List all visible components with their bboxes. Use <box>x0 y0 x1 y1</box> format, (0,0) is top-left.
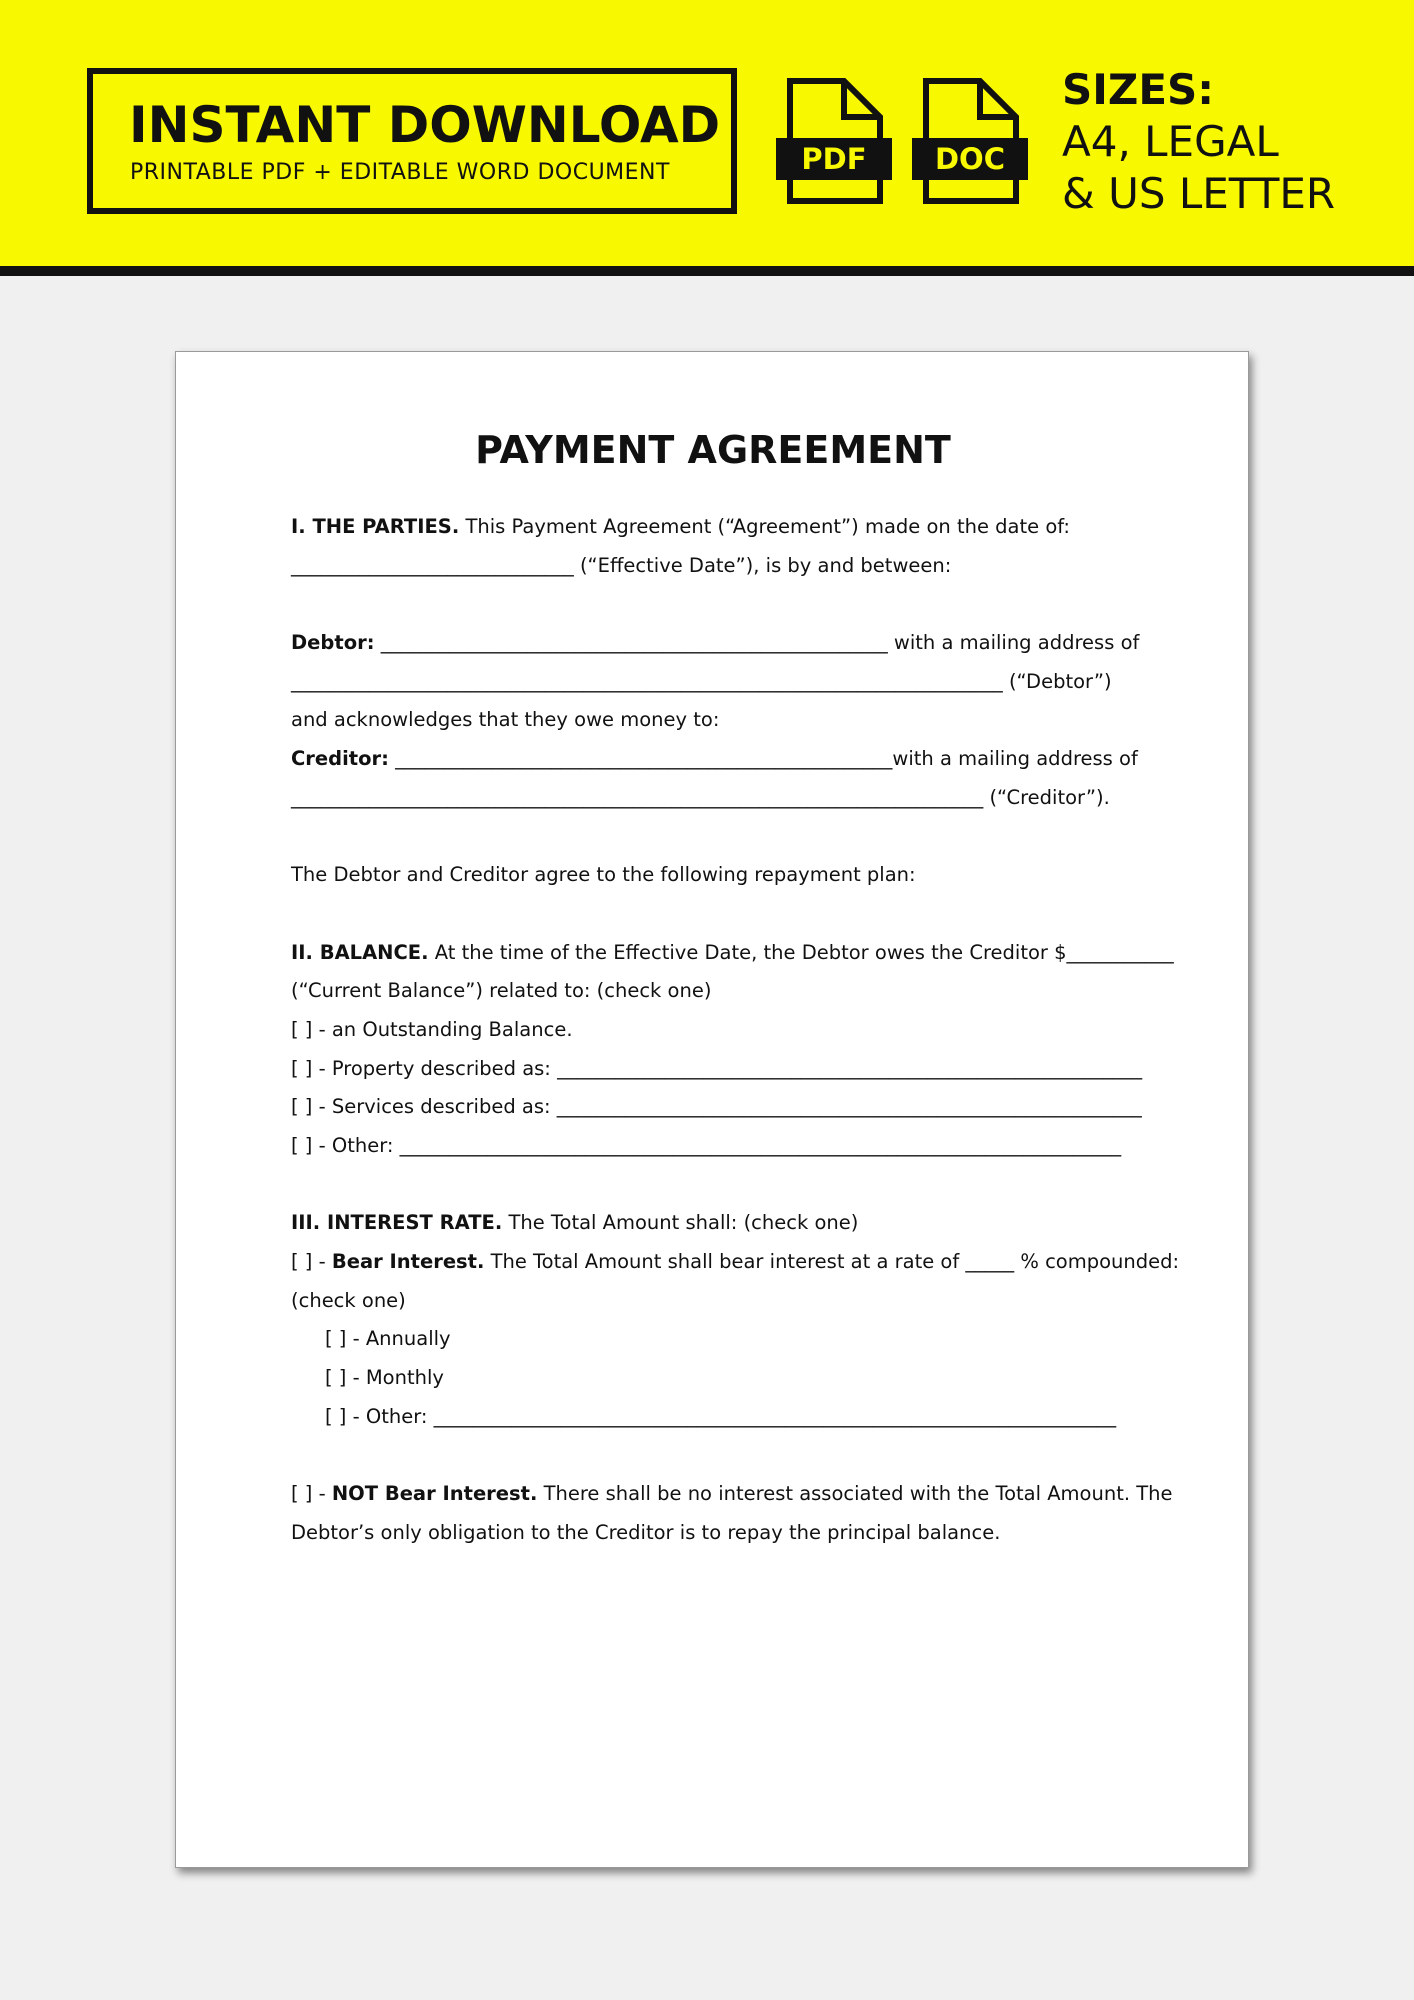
not-bear-interest-label: NOT Bear Interest. <box>331 1482 538 1506</box>
document-page <box>175 351 1249 1868</box>
balance-text: At the time of the Effective Date, the Debtor owes the Creditor $___________ <box>428 940 1174 964</box>
parties-text: This Payment Agreement (“Agreement”) made on the date of: <box>459 515 1071 538</box>
doc-file-icon <box>910 76 1030 206</box>
interest-line-1 <box>291 1204 1139 1243</box>
not-bear-checkbox: [ ] - <box>291 1482 332 1506</box>
creditor-line-1 <box>291 740 1139 779</box>
promo-title: INSTANT DOWNLOAD <box>129 96 721 154</box>
repayment-plan-line: The Debtor and Creditor agree to the following repayment plan: <box>291 863 916 887</box>
bear-checkbox: [ ] - <box>291 1250 332 1274</box>
promo-subtitle: PRINTABLE PDF + EDITABLE WORD DOCUMENT <box>130 160 670 185</box>
balance-heading: II. BALANCE. <box>291 940 429 964</box>
sizes-info <box>1062 64 1402 220</box>
balance-line-2: (“Current Balance”) related to: (check one) <box>291 979 712 1003</box>
debtor-line-1 <box>291 624 1139 663</box>
compound-option: [ ] - Annually <box>325 1327 451 1351</box>
not-bear-interest-line-2: Debtor’s only obligation to the Creditor is to repay the principal balance. <box>291 1520 1001 1544</box>
check-one-line: (check one) <box>291 1288 406 1312</box>
pdf-file-icon <box>774 76 894 206</box>
effective-date-line: _____________________________ (“Effective Date”), is by and between: <box>291 553 952 577</box>
creditor-line-2: _______________________________________________________________________ (“Creditor”). <box>291 785 1110 809</box>
bear-interest-label: Bear Interest. <box>331 1250 485 1274</box>
debtor-line-2: _________________________________________________________________________ (“Debtor”) <box>291 669 1112 693</box>
sizes-line-1: A4, LEGAL <box>1062 117 1279 166</box>
not-bear-interest-text: There shall be no interest associated with the Total Amount. The <box>537 1482 1173 1506</box>
doc-label: DOC <box>934 142 1005 176</box>
document-body <box>291 508 1180 1553</box>
acknowledge-line: and acknowledges that they owe money to: <box>291 708 720 732</box>
not-bear-interest-line <box>291 1475 1173 1514</box>
compound-option: [ ] - Other: ______________________________________________________________________ <box>325 1404 1117 1428</box>
balance-option: [ ] - Services described as: ____________________________________________________________ <box>291 1095 1142 1119</box>
balance-line-1 <box>291 934 1174 973</box>
balance-option: [ ] - an Outstanding Balance. <box>291 1017 573 1041</box>
pdf-label: PDF <box>801 142 867 176</box>
creditor-label: Creditor: <box>291 747 389 771</box>
interest-heading: III. INTEREST RATE. <box>291 1211 503 1235</box>
bear-interest-text: The Total Amount shall bear interest at a rate of _____ % compounded: <box>484 1250 1180 1274</box>
interest-text: The Total Amount shall: (check one) <box>502 1211 859 1235</box>
instant-download-box <box>87 68 737 214</box>
document-title: PAYMENT AGREEMENT <box>475 428 951 472</box>
promo-banner <box>0 0 1414 276</box>
parties-line-1 <box>291 508 1139 547</box>
balance-option: [ ] - Property described as: ____________________________________________________________ <box>291 1056 1143 1080</box>
bear-interest-line <box>291 1243 1180 1282</box>
sizes-heading: SIZES: <box>1062 65 1215 114</box>
compound-option: [ ] - Monthly <box>325 1366 444 1390</box>
debtor-text: ____________________________________________________ with a mailing address of <box>374 631 1140 655</box>
parties-heading: I. THE PARTIES. <box>291 515 460 538</box>
debtor-label: Debtor: <box>291 631 375 655</box>
sizes-line-2: & US LETTER <box>1062 169 1336 218</box>
balance-option: [ ] - Other: __________________________________________________________________________ <box>291 1134 1122 1157</box>
creditor-text: ___________________________________________________with a mailing address of <box>388 747 1138 771</box>
